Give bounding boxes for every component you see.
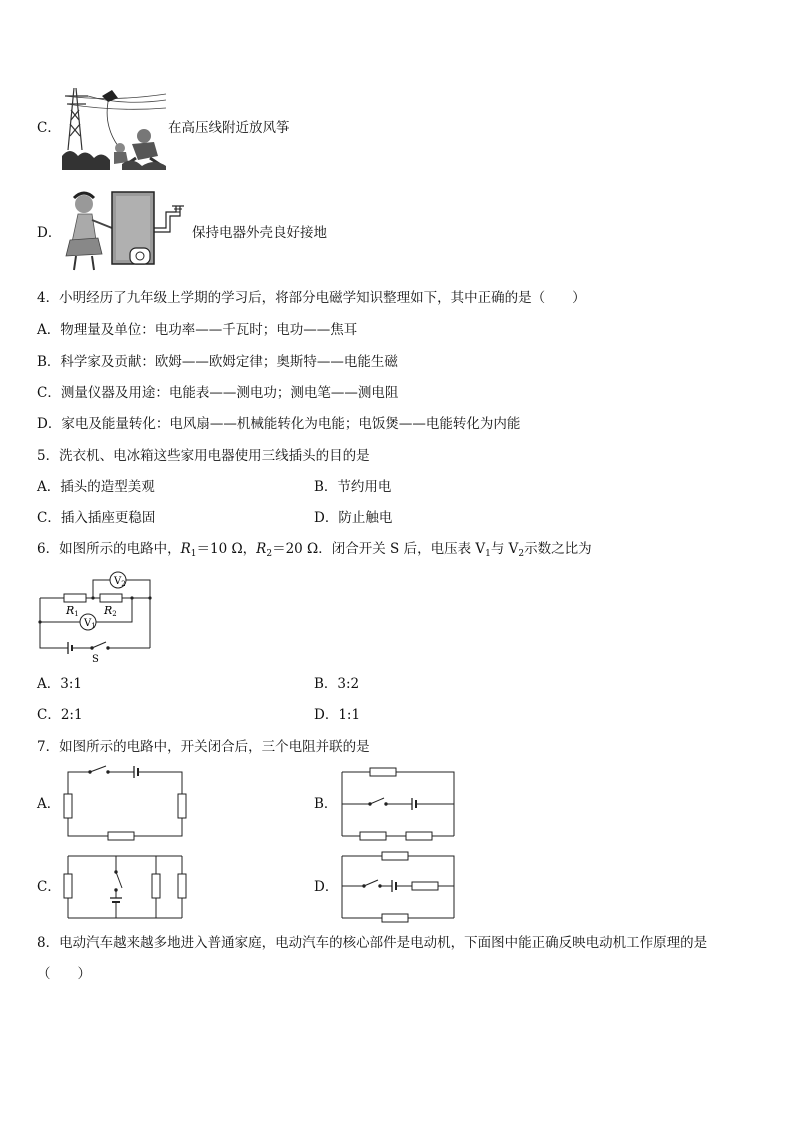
question-7-label-b: B．: [314, 796, 338, 812]
question-6-circuit-diagram: [36, 568, 156, 664]
question-4-stem: 4．小明经历了九年级上学期的学习后，将部分电磁学知识整理如下，其中正确的是（ ）: [37, 290, 586, 306]
option-c-caption: 在高压线附近放风筝: [168, 120, 290, 136]
question-8-answer-paren: （ ）: [37, 966, 91, 982]
grounded-appliance-illustration: [62, 188, 192, 272]
question-6-option-c: C．2:1: [37, 707, 83, 723]
question-5-option-b: B．节约用电: [314, 479, 392, 495]
question-5-option-d: D．防止触电: [314, 510, 393, 526]
question-6-stem: 6．如图所示的电路中，$R_1=10$ Ω，$R_2=20$ Ω．闭合开关 S 后，电压表 $V_1$与 $V_2$示数之比为: [37, 541, 592, 559]
question-4-option-b: B．科学家及贡献：欧姆——欧姆定律；奥斯特——电能生磁: [37, 354, 398, 370]
option-letter-c: C．: [37, 120, 61, 136]
question-7-label-a: A．: [37, 796, 61, 812]
question-4-option-c: C．测量仪器及用途：电能表——测电功；测电笔——测电阻: [37, 385, 399, 401]
question-5-stem: 5．洗衣机、电冰箱这些家用电器使用三线插头的目的是: [37, 448, 370, 464]
question-7-circuit-c: [60, 850, 190, 924]
question-5-option-a: A．插头的造型美观: [37, 479, 155, 495]
question-6-option-d: D．1:1: [314, 707, 361, 723]
v1-label: $V_1$: [84, 618, 96, 630]
r1-label: R1: [66, 604, 79, 618]
question-7-label-c: C．: [37, 879, 61, 895]
question-6-option-a: A．3:1: [37, 676, 82, 692]
question-6-option-b: B．3:2: [314, 676, 360, 692]
question-8-stem: 8．电动汽车越来越多地进入普通家庭，电动汽车的核心部件是电动机，下面图中能正确反映电动机工作原理的是: [37, 935, 708, 951]
question-7-circuit-d: [336, 846, 460, 926]
option-d-caption: 保持电器外壳良好接地: [192, 225, 327, 241]
question-4-option-a: A．物理量及单位：电功率——千瓦时；电功——焦耳: [37, 322, 358, 338]
kite-near-powerline-illustration: [62, 86, 166, 170]
question-7-label-d: D．: [314, 879, 339, 895]
r2-label: R2: [104, 604, 117, 618]
question-4-option-d: D．家电及能量转化：电风扇——机械能转化为电能；电饭煲——电能转化为内能: [37, 416, 521, 432]
question-7-circuit-b: [336, 764, 460, 844]
v2-label: $V_2$: [114, 576, 126, 588]
question-7-circuit-a: [60, 764, 190, 844]
option-letter-d: D．: [37, 225, 62, 241]
question-5-option-c: C．插入插座更稳固: [37, 510, 156, 526]
question-7-stem: 7．如图所示的电路中，开关闭合后，三个电阻并联的是: [37, 739, 370, 755]
switch-s-label: S: [92, 654, 99, 665]
